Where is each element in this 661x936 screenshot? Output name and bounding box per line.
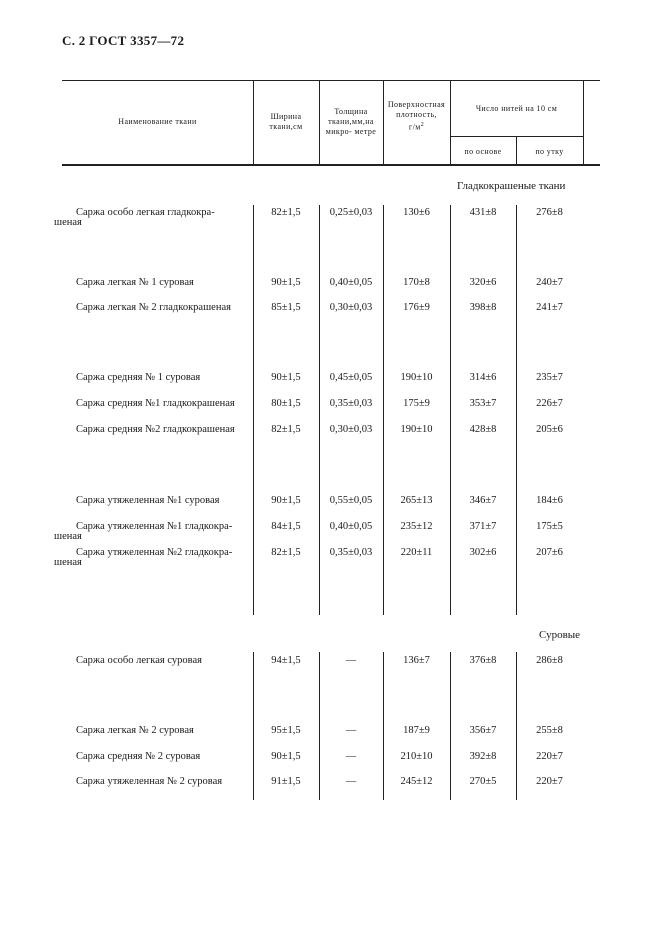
table-row — [0, 752, 661, 778]
fabric-name-text: Саржа средняя №2 гладкокрашеная — [76, 424, 235, 435]
fabric-name — [54, 207, 249, 228]
warp-count-value: 302±6 — [469, 547, 497, 558]
warp-count-value: 356±7 — [469, 725, 497, 736]
density-value: 136±7 — [403, 655, 430, 666]
fabric-name-text: Саржа средняя №1 гладкокрашеная — [76, 398, 235, 409]
warp-count-value: 346±7 — [469, 495, 497, 506]
fabric-name-text: Саржа средняя № 1 суровая — [76, 372, 201, 383]
thickness-value: — — [345, 655, 357, 666]
warp-count-value: 431±8 — [469, 207, 497, 218]
weft-count-value: 184±6 — [536, 495, 563, 506]
col-divider — [583, 80, 584, 165]
warp-count-value: 353±7 — [469, 398, 497, 409]
width-value: 95±1,5 — [271, 725, 301, 736]
section-title-grey: Суровые — [539, 629, 581, 641]
warp-count-value: 320±6 — [469, 277, 497, 288]
warp-count-value: 376±8 — [469, 655, 497, 666]
width-value: 90±1,5 — [271, 751, 301, 762]
thickness-value: 0,35±0,03 — [329, 398, 373, 409]
thickness-value: 0,40±0,05 — [329, 521, 373, 532]
density-value: 170±8 — [403, 277, 430, 288]
density-value: 235±12 — [400, 521, 433, 532]
width-value: 80±1,5 — [271, 398, 301, 409]
weft-count-value: 220±7 — [536, 776, 563, 787]
density-value: 245±12 — [400, 776, 433, 787]
table-row — [0, 373, 661, 399]
fabric-name — [76, 752, 249, 762]
density-value: 190±10 — [400, 424, 433, 435]
weft-count-value: 226±7 — [536, 398, 563, 409]
fabric-name-text: Саржа легкая № 2 суровая — [76, 725, 194, 736]
fabric-name-text: Саржа утяжеленная № 2 суровая — [76, 776, 223, 787]
width-value: 82±1,5 — [271, 547, 301, 558]
thickness-value: — — [345, 751, 357, 762]
width-value: 82±1,5 — [271, 424, 301, 435]
thickness-value: 0,25±0,03 — [329, 207, 373, 218]
page-header: С. 2 ГОСТ 3357—72 — [62, 33, 185, 48]
col-header-warp: по основе — [464, 147, 502, 156]
thickness-value: 0,45±0,05 — [329, 372, 373, 383]
col-header-density-sup: 2 — [420, 122, 425, 128]
thickness-value: 0,40±0,05 — [329, 277, 373, 288]
table-top-rule — [62, 80, 600, 81]
fabric-name-text: Саржа средняя № 2 суровая — [76, 751, 201, 762]
fabric-name-text: Саржа особо легкая суровая — [76, 655, 202, 666]
fabric-name — [76, 496, 249, 506]
table-row — [0, 496, 661, 522]
table-row — [0, 522, 661, 548]
col-header-thickness: Толщина ткани,мм,на микро- метре — [325, 107, 377, 136]
table-row — [0, 278, 661, 304]
fabric-name — [54, 521, 249, 542]
density-value: 187±9 — [403, 725, 430, 736]
fabric-name-text: Саржа легкая № 1 суровая — [76, 277, 194, 288]
col-header-density-text: Поверхностная плотность, — [387, 100, 446, 119]
warp-count-value: 392±8 — [469, 751, 497, 762]
fabric-name — [76, 777, 249, 787]
fabric-name — [76, 303, 249, 313]
width-value: 85±1,5 — [271, 302, 301, 313]
weft-count-value: 276±8 — [536, 207, 563, 218]
header-bottom-rule — [62, 164, 600, 166]
table-row — [0, 399, 661, 425]
weft-count-value: 175±5 — [536, 521, 563, 532]
fabric-name-text: Саржа утяжеленная №2 гладкокра- — [76, 547, 233, 558]
warp-count-value: 314±6 — [469, 372, 497, 383]
fabric-name — [76, 656, 249, 666]
width-value: 91±1,5 — [271, 776, 301, 787]
weft-count-value: 286±8 — [536, 655, 563, 666]
weft-count-value: 235±7 — [536, 372, 563, 383]
col-header-threads: Число нитей на 10 см — [475, 104, 558, 113]
width-value: 82±1,5 — [271, 207, 301, 218]
weft-count-value: 241±7 — [536, 302, 563, 313]
density-value: 220±11 — [400, 547, 433, 558]
density-value: 190±10 — [400, 372, 433, 383]
density-value: 265±13 — [400, 495, 433, 506]
fabric-name-text: Саржа особо легкая гладкокра- — [76, 207, 215, 218]
density-value: 175±9 — [403, 398, 430, 409]
width-value: 90±1,5 — [271, 372, 301, 383]
table-row — [0, 656, 661, 682]
col-header-weft: по утку — [535, 147, 564, 156]
weft-count-value: 220±7 — [536, 751, 563, 762]
warp-count-value: 371±7 — [469, 521, 497, 532]
weft-count-value: 255±8 — [536, 725, 563, 736]
fabric-name — [54, 547, 249, 568]
col-header-density — [384, 100, 449, 133]
width-value: 84±1,5 — [271, 521, 301, 532]
density-value: 176±9 — [403, 302, 430, 313]
width-value: 90±1,5 — [271, 495, 301, 506]
fabric-name — [76, 425, 249, 435]
thickness-value: — — [345, 725, 357, 736]
thickness-value: 0,30±0,03 — [329, 424, 373, 435]
section-title-dyed: Гладкокрашеные ткани — [457, 180, 566, 192]
fabric-name-continuation: шеная — [54, 557, 82, 568]
table-row — [0, 303, 661, 329]
fabric-name-continuation: шеная — [54, 217, 82, 228]
warp-count-value: 270±5 — [469, 776, 497, 787]
warp-count-value: 428±8 — [469, 424, 497, 435]
table-row — [0, 425, 661, 451]
fabric-name — [76, 278, 249, 288]
density-value: 210±10 — [400, 751, 433, 762]
thickness-value: 0,55±0,05 — [329, 495, 373, 506]
table-row — [0, 548, 661, 574]
weft-count-value: 205±6 — [536, 424, 563, 435]
col-divider — [319, 80, 320, 165]
warp-count-value: 398±8 — [469, 302, 497, 313]
col-header-name: Наименование ткани — [118, 117, 197, 126]
fabric-name-text: Саржа утяжеленная №1 суровая — [76, 495, 220, 506]
col-divider — [253, 80, 254, 165]
fabric-name — [76, 726, 249, 736]
width-value: 94±1,5 — [271, 655, 301, 666]
fabric-name-text: Саржа утяжеленная №1 гладкокра- — [76, 521, 233, 532]
thickness-value: 0,30±0,03 — [329, 302, 373, 313]
fabric-name-continuation: шеная — [54, 531, 82, 542]
weft-count-value: 207±6 — [536, 547, 563, 558]
thickness-value: 0,35±0,03 — [329, 547, 373, 558]
weft-count-value: 240±7 — [536, 277, 563, 288]
fabric-name — [76, 399, 249, 409]
width-value: 90±1,5 — [271, 277, 301, 288]
col-header-density-unit: г/м — [408, 122, 421, 132]
table-row — [0, 777, 661, 803]
thickness-value: — — [345, 776, 357, 787]
density-value: 130±6 — [403, 207, 430, 218]
fabric-name-text: Саржа легкая № 2 гладкокрашеная — [76, 302, 231, 313]
table-row — [0, 726, 661, 752]
col-header-width: Ширина ткани,см — [269, 112, 303, 131]
table-row — [0, 208, 661, 234]
fabric-name — [76, 373, 249, 383]
